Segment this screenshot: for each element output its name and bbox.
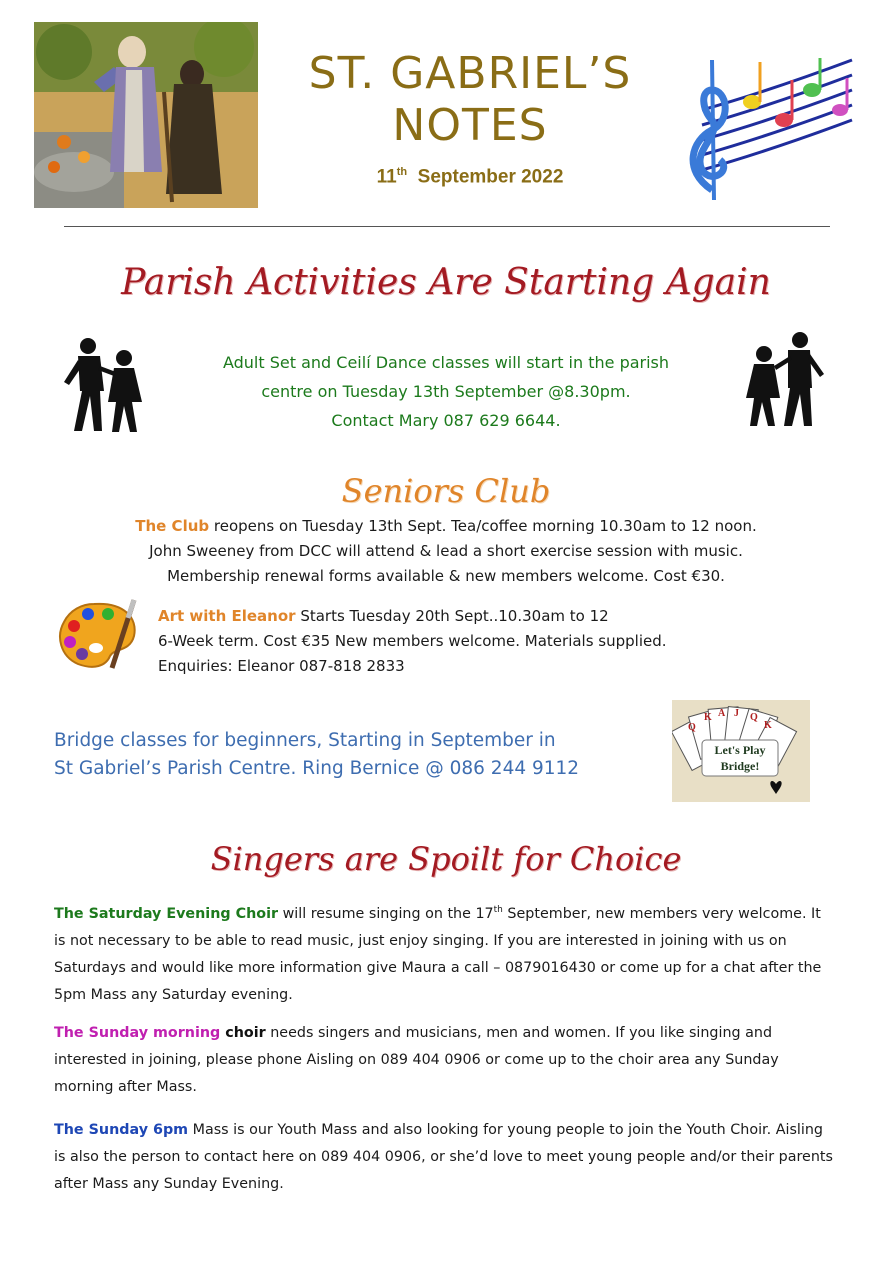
svg-text:K: K: [764, 720, 772, 731]
dance-line-1: Adult Set and Ceilí Dance classes will start in the parish: [222, 353, 670, 372]
sunday-6pm-label: The Sunday 6pm: [54, 1122, 189, 1138]
saturday-choir-text-b: September, new members very welcome. It is not necessary to be able to read music, just enjoy singing. If you are interested in joining with us on Saturdays and would like more information give Maura a call – 0879016430 or come up for a chat after the 5pm Mass any Saturday evening.: [54, 905, 822, 1003]
newsletter-title: [270, 48, 670, 152]
sunday-morning-label-2: choir: [220, 1025, 266, 1041]
dancers-silhouette-icon: [738, 330, 828, 430]
bridge-line-2: St Gabriel’s Parish Centre. Ring Bernice @ 086 244 9112: [54, 758, 580, 779]
seniors-club-heading: Seniors Club: [341, 472, 551, 510]
sunday-6pm-text: Mass is our Youth Mass and also looking for young people to join the Youth Choir. Aisling is also the person to contact here on 089 404 0906, or she’d love to meet young people and/or their parents after Mass any Sunday Evening.: [54, 1122, 833, 1192]
club-line-1-text: reopens on Tuesday 13th Sept. Tea/coffee morning 10.30am to 12 noon.: [209, 517, 757, 535]
club-line-2: John Sweeney from DCC will attend & lead a short exercise session with music.: [149, 542, 743, 560]
music-notes-icon: [672, 50, 862, 200]
art-palette-icon: [54, 596, 140, 676]
art-label: Art with Eleanor: [158, 607, 296, 625]
date-rest: September 2022: [417, 166, 564, 188]
dance-line-2: centre on Tuesday 13th September @8.30pm.: [261, 382, 631, 401]
saturday-choir-sup: th: [493, 905, 503, 915]
date-suffix: th: [396, 166, 408, 178]
singers-heading: Singers are Spoilt for Choice: [210, 840, 682, 878]
date-day: 11: [376, 166, 397, 188]
bridge-classes-notice: [54, 727, 654, 783]
art-line-3: Enquiries: Eleanor 087-818 2833: [158, 657, 405, 675]
art-class-notice: [158, 604, 838, 679]
seniors-club-notice: [60, 514, 832, 589]
header-divider: [64, 226, 830, 227]
biblical-illustration: [34, 22, 258, 208]
svg-text:Q: Q: [688, 722, 696, 733]
club-label: The Club: [135, 517, 210, 535]
parish-activities-heading: Parish Activities Are Starting Again: [121, 262, 771, 303]
bridge-image-text-1: Let's Play: [714, 743, 766, 757]
dancers-silhouette-icon: [60, 336, 150, 436]
club-line-1: [60, 514, 832, 539]
bridge-image-text-2: Bridge!: [720, 759, 760, 773]
saturday-choir-paragraph: [54, 897, 834, 1009]
art-line-2: 6-Week term. Cost €35 New members welcome. Materials supplied.: [158, 632, 667, 650]
art-line-1-text: Starts Tuesday 20th Sept..10.30am to 12: [295, 607, 609, 625]
sunday-morning-label: The Sunday morning: [54, 1025, 221, 1041]
svg-text:K: K: [704, 712, 712, 723]
svg-text:Q: Q: [750, 712, 758, 723]
art-line-1: [158, 604, 838, 629]
svg-text:J: J: [734, 708, 739, 719]
playing-cards-image: [672, 700, 810, 802]
issue-date: [270, 166, 670, 188]
dance-classes-notice: [160, 348, 732, 435]
title-line-1: ST. GABRIEL’S: [308, 48, 632, 99]
sunday-morning-text: needs singers and musicians, men and women. If you like singing and interested in joining, please phone Aisling on 089 404 0906 or come up to the choir area any Sunday morning after Mass.: [54, 1025, 779, 1095]
saturday-choir-text-a: will resume singing on the 17: [278, 905, 494, 922]
sunday-morning-choir-paragraph: [54, 1020, 834, 1101]
svg-text:A: A: [718, 708, 726, 719]
title-line-2: NOTES: [392, 100, 548, 151]
dance-line-3: Contact Mary 087 629 6644.: [331, 411, 561, 430]
bridge-line-1: Bridge classes for beginners, Starting in September in: [54, 730, 556, 751]
club-line-3: Membership renewal forms available & new members welcome. Cost €30.: [167, 567, 725, 585]
saturday-choir-label: The Saturday Evening Choir: [54, 905, 279, 922]
sunday-6pm-choir-paragraph: [54, 1117, 834, 1198]
